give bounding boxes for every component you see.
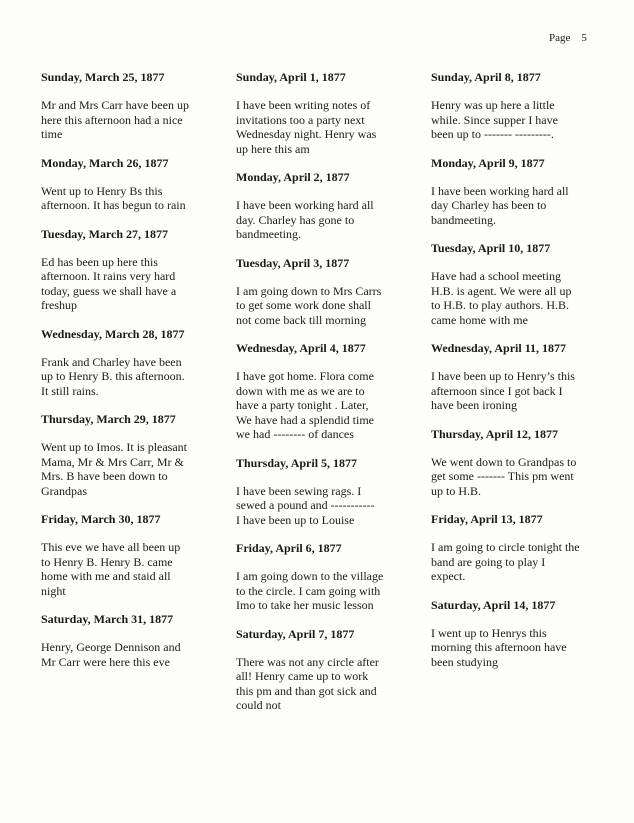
entry-date: Monday, April 2, 1877 (236, 170, 350, 184)
entry-date: Tuesday, April 10, 1877 (431, 241, 551, 255)
entry-date: Sunday, April 1, 1877 (236, 70, 346, 84)
page-number-value: 5 (581, 32, 587, 44)
entry-date: Wednesday, March 28, 1877 (41, 326, 185, 341)
diary-entry (41, 156, 209, 213)
entry-date: Wednesday, April 11, 1877 (431, 341, 567, 355)
entry-text: This eve we have all been up to Henry B. Henry B. came home with me and staid all night (41, 540, 181, 598)
entry-text: Went up to Imos. It is pleasant Mama, Mr & Mrs Carr, Mr & Mrs. B have been down to Grandpas (41, 440, 188, 498)
diary-entry (41, 70, 209, 142)
diary-entry (236, 627, 404, 713)
diary-entry (431, 427, 599, 499)
entry-date: Thursday, April 12, 1877 (431, 426, 559, 441)
diary-column-2 (236, 70, 404, 727)
entry-text: Ed has been up here this afternoon. It rains very hard today, guess we shall have a freshup (41, 254, 177, 312)
entry-text: Henry was up here a little while. Since supper I have been up to ------- ---------. (431, 98, 558, 141)
diary-entry (236, 70, 404, 156)
diary-entry (431, 598, 599, 670)
entry-text: Mr and Mrs Carr have been up here this afternoon had a nice time (41, 98, 189, 141)
diary-entry (431, 70, 599, 142)
entry-date: Tuesday, March 27, 1877 (41, 226, 169, 241)
entry-text: I have been working hard all day Charley has been to bandmeeting. (431, 183, 569, 227)
diary-entry (236, 256, 404, 328)
entry-text: I have got home. Flora come down with me as we are to have a party tonight . Later, We have had a splendid time we had -------- of dances (236, 369, 374, 441)
entry-date: Sunday, April 8, 1877 (431, 70, 541, 84)
entry-text: I have been working hard all day. Charley has gone to bandmeeting. (236, 198, 374, 241)
entry-text: There was not any circle after all! Henry came up to work this pm and than got sick and could not (236, 654, 379, 712)
entry-text: I am going down to Mrs Carrs to get some work done shall not come back till morning (236, 283, 382, 327)
entry-text: I have been sewing rags. I sewed a pound and ----------- I have been up to Louise (236, 483, 375, 527)
entry-text: I am going to circle tonight the band are going to play I expect. (431, 540, 580, 583)
entry-text: I am going down to the village to the circle. I cam going with Imo to take her music lesson (236, 569, 384, 612)
diary-entry (431, 241, 599, 327)
diary-entry (431, 512, 599, 584)
entry-date: Thursday, March 29, 1877 (41, 412, 176, 426)
entry-date: Saturday, April 7, 1877 (236, 626, 355, 641)
entry-date: Friday, March 30, 1877 (41, 512, 161, 526)
entry-text: Went up to Henry Bs this afternoon. It has begun to rain (41, 183, 186, 212)
page-number (549, 32, 587, 44)
entry-date: Friday, April 13, 1877 (431, 512, 543, 526)
diary-entry (41, 512, 209, 598)
diary-column-1 (41, 70, 209, 683)
diary-entry (41, 612, 209, 669)
entry-text: I have been up to Henry’s this afternoon since I got back I have been ironing (431, 369, 575, 412)
diary-entry (236, 341, 404, 442)
diary-entry (236, 456, 404, 528)
entry-date: Monday, April 9, 1877 (431, 155, 545, 170)
entry-text: We went down to Grandpas to get some ------- This pm went up to H.B. (431, 454, 577, 498)
page-label: Page (549, 32, 571, 44)
entry-date: Sunday, March 25, 1877 (41, 70, 165, 84)
entry-text: Henry, George Dennison and Mr Carr were here this eve (41, 640, 181, 669)
diary-entry (236, 541, 404, 613)
diary-entry (41, 227, 209, 313)
diary-entry (236, 170, 404, 242)
entry-date: Thursday, April 5, 1877 (236, 455, 358, 470)
entry-text: I have been writing notes of invitations too a party next Wednesday night. Henry was up here this am (236, 98, 377, 156)
entry-date: Saturday, April 14, 1877 (431, 597, 556, 612)
diary-entry (431, 156, 599, 228)
diary-entry (431, 341, 599, 413)
entry-date: Friday, April 6, 1877 (236, 541, 342, 555)
entry-date: Monday, March 26, 1877 (41, 155, 169, 170)
entry-date: Saturday, March 31, 1877 (41, 612, 174, 626)
diary-entry (41, 327, 209, 399)
entry-text: Have had a school meeting H.B. is agent. We were all up to H.B. to play authors. H.B. came home with me (431, 269, 572, 327)
entry-text: I went up to Henrys this morning this afternoon have been studying (431, 625, 567, 669)
diary-column-3 (431, 70, 599, 683)
diary-entry (41, 412, 209, 498)
entry-text: Frank and Charley have been up to Henry B. this afternoon. It still rains. (41, 354, 185, 398)
entry-date: Wednesday, April 4, 1877 (236, 341, 366, 355)
entry-date: Tuesday, April 3, 1877 (236, 255, 350, 270)
